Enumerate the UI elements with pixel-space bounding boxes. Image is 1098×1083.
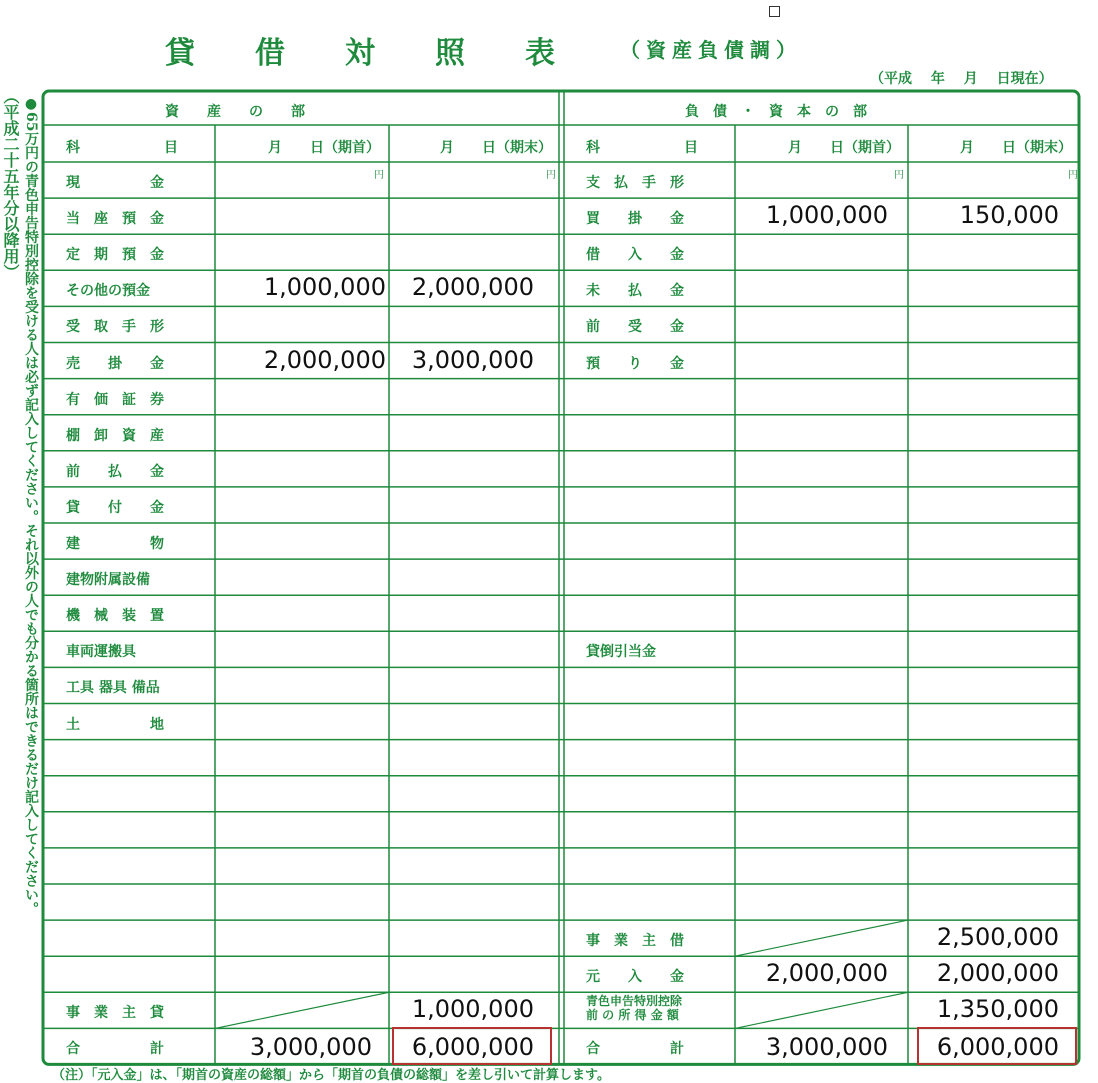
liability-end-value[interactable]: 2,000,000: [936, 959, 1059, 988]
asset-total-label: 合 計: [66, 1041, 164, 1058]
liability-end-value[interactable]: 1,350,000: [936, 995, 1059, 1024]
asset-row-label: 工具 器具 備品: [66, 680, 160, 697]
title-char-5: 表: [525, 36, 555, 71]
liabilities-col-item: 科 目: [586, 140, 698, 156]
asset-row-label: 棚 卸 資 産: [66, 427, 164, 444]
asset-row-label: 当 座 預 金: [66, 211, 164, 228]
liability-row-label: 青色申告特別控除 前 の 所 得 金 額: [586, 994, 683, 1023]
side-note-main: ●65万円の青色申告特別控除を受ける人は必ず記入してください。それ以外の人でも分かる箇所はできるだけ記入してください。: [23, 96, 39, 916]
footer-note: （注）「元入金」は、「期首の資産の総額」から「期首の負債の総額」を差し引いて計算します。: [52, 1068, 610, 1083]
asset-row-label: 前 払 金: [66, 463, 164, 480]
liability-total-begin[interactable]: 3,000,000: [765, 1033, 888, 1062]
asset-row-label: 車両運搬具: [66, 644, 136, 661]
asset-total-begin[interactable]: 3,000,000: [249, 1033, 372, 1062]
liability-row-label: 借 入 金: [586, 247, 684, 264]
assets-col-end: 月 日（期末）: [440, 140, 552, 156]
asset-end-value[interactable]: 2,000,000: [411, 273, 534, 302]
asset-row-label: 売 掛 金: [66, 355, 164, 372]
asset-row-label: 定 期 預 金: [66, 247, 164, 264]
asset-row-label: 有 価 証 券: [66, 391, 164, 408]
liability-begin-value[interactable]: 2,000,000: [765, 959, 888, 988]
liability-row-label: 貸倒引当金: [586, 644, 656, 661]
liabilities-total-highlight: [917, 1027, 1077, 1065]
asset-row-label: 貸 付 金: [66, 499, 164, 516]
title-char-1: 貸: [165, 36, 195, 71]
liability-row-label: 元 入 金: [586, 969, 684, 986]
liability-row-label: 事 業 主 借: [586, 933, 684, 950]
yen-unit: 円: [894, 170, 904, 181]
liability-row-label: 買 掛 金: [586, 211, 684, 228]
date-note: （平成 年 月 日現在）: [870, 71, 1053, 87]
asset-total-end[interactable]: 6,000,000: [411, 1033, 534, 1062]
asset-end-value[interactable]: 3,000,000: [411, 345, 534, 374]
side-note-year: （平成二十五年分以降用）: [1, 88, 20, 280]
asset-row-label: その他の預金: [66, 283, 150, 300]
liability-row-label: 未 払 金: [586, 283, 684, 300]
asset-row-label: 現 金: [66, 175, 164, 191]
liabilities-col-end: 月 日（期末）: [960, 140, 1072, 156]
diagonal-slash: [215, 992, 389, 1028]
liability-end-value[interactable]: 150,000: [959, 201, 1059, 230]
liability-end-value[interactable]: 2,500,000: [936, 923, 1059, 952]
assets-col-item: 科 目: [66, 140, 178, 156]
asset-begin-value[interactable]: 2,000,000: [263, 345, 386, 374]
liability-begin-value[interactable]: 1,000,000: [765, 201, 888, 230]
liability-row-label: 前 受 金: [586, 319, 684, 336]
liability-total-end[interactable]: 6,000,000: [936, 1033, 1059, 1062]
asset-row-label: 機 械 装 置: [66, 608, 164, 625]
asset-end-value[interactable]: 1,000,000: [411, 995, 534, 1024]
diagonal-slash: [735, 992, 908, 1028]
title-char-3: 対: [345, 36, 375, 71]
assets-total-highlight: [392, 1027, 552, 1065]
liability-row-label: 預 り 金: [586, 355, 684, 372]
table-border: [43, 91, 1079, 1064]
assets-section-header: 資 産 の 部: [165, 104, 305, 120]
liabilities-col-begin: 月 日（期首）: [788, 140, 900, 156]
title-subtitle: （資産負債調）: [620, 38, 802, 62]
liability-total-label: 合 計: [586, 1041, 684, 1058]
diagonal-slash: [735, 920, 908, 956]
asset-row-label: 建 物: [66, 536, 164, 552]
yen-unit: 円: [1068, 170, 1078, 181]
liabilities-section-header: 負 債 ・ 資 本 の 部: [685, 104, 867, 120]
title-char-2: 借: [255, 36, 285, 71]
asset-row-label: 受 取 手 形: [66, 319, 164, 336]
liability-row-label: 支 払 手 形: [586, 175, 684, 191]
asset-row-label: 事 業 主 貸: [66, 1005, 164, 1022]
assets-col-begin: 月 日（期首）: [268, 140, 380, 156]
asset-begin-value[interactable]: 1,000,000: [263, 273, 386, 302]
asset-row-label: 建物附属設備: [66, 572, 150, 589]
yen-unit: 円: [546, 170, 556, 181]
yen-unit: 円: [374, 170, 384, 181]
asset-row-label: 土 地: [66, 716, 164, 733]
title-char-4: 照: [435, 36, 465, 71]
